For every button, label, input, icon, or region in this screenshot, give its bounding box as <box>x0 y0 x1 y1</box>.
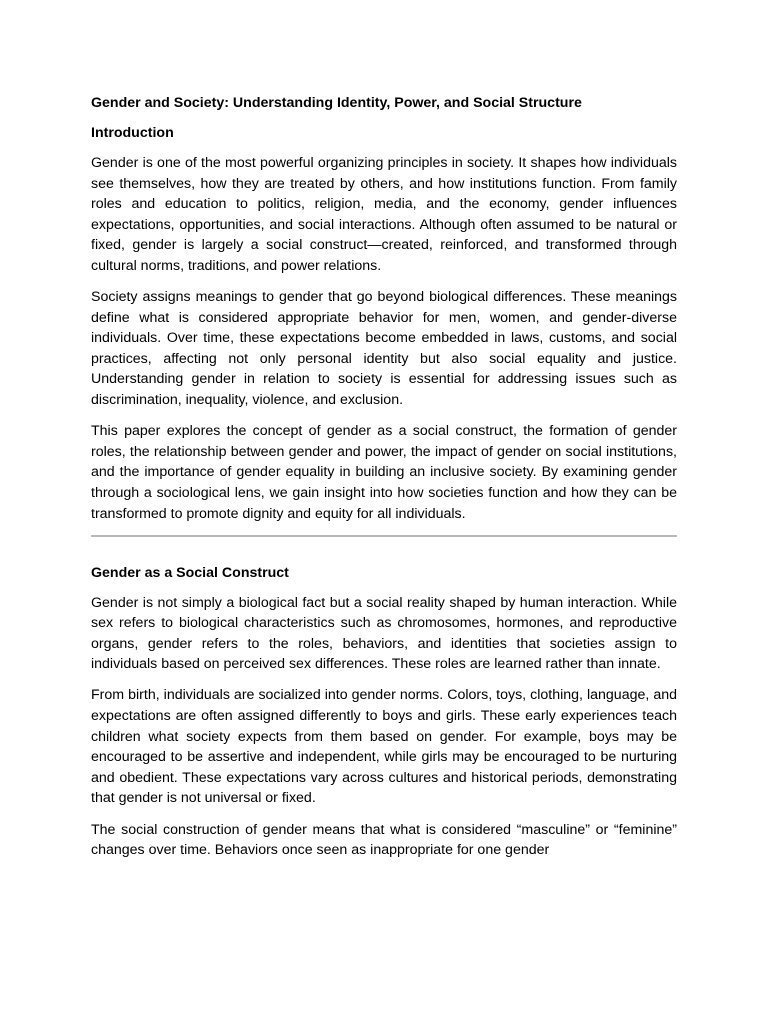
paragraph: From birth, individuals are socialized into gender norms. Colors, toys, clothing, language, and expectations are often assigned differently to boys and girls. These early experiences teach children what society expects from them based on gender. For example, boys may be encouraged to be assertive and independent, while girls may be encouraged to be nurturing and obedient. These expectations vary across cultures and historical periods, demonstrating that gender is not universal or fixed. <box>91 687 677 807</box>
section-divider <box>91 535 677 537</box>
section-heading-introduction: Introduction <box>91 125 174 141</box>
paragraph: Gender is one of the most powerful organizing principles in society. It shapes how individuals see themselves, how they are treated by others, and how institutions function. From family roles and education to politics, religion, media, and the economy, gender influences expectations, opportunities, and social interactions. Although often assumed to be natural or fixed, gender is largely a social construct—created, reinforced, and transformed through cultural norms, traditions, and power relations. <box>91 155 677 274</box>
section-heading-social-construct: Gender as a Social Construct <box>91 564 289 581</box>
paragraph: This paper explores the concept of gender as a social construct, the formation of gender roles, the relationship between gender and power, the impact of gender on social institutions, and the importance of gender equality in building an inclusive society. By examining gender through a sociological lens, we gain insight into how societies function and how they can be transformed to promote dignity and equity for all individuals. <box>91 423 677 522</box>
paragraph: The social construction of gender means that what is considered “masculine” or “feminine” changes over time. Behaviors once seen as inappropriate for one gender <box>91 821 677 859</box>
paragraph: Society assigns meanings to gender that go beyond biological differences. These meanings define what is considered appropriate behavior for men, women, and gender-diverse individuals. Over time, these expectations become embedded in laws, customs, and social practices, affecting not only personal identity but also social equality and justice. Understanding gender in relation to society is essential for addressing issues such as discrimination, inequality, violence, and exclusion. <box>91 289 677 409</box>
document-page <box>91 93 677 871</box>
paragraph: Gender is not simply a biological fact but a social reality shaped by human interaction. While sex refers to biological characteristics such as chromosomes, hormones, and reproductive organs, gender refers to the roles, behaviors, and identities that societies assign to individuals based on perceived sex differences. These roles are learned rather than innate. <box>91 594 677 673</box>
document-title: Gender and Society: Understanding Identity, Power, and Social Structure <box>91 95 582 111</box>
